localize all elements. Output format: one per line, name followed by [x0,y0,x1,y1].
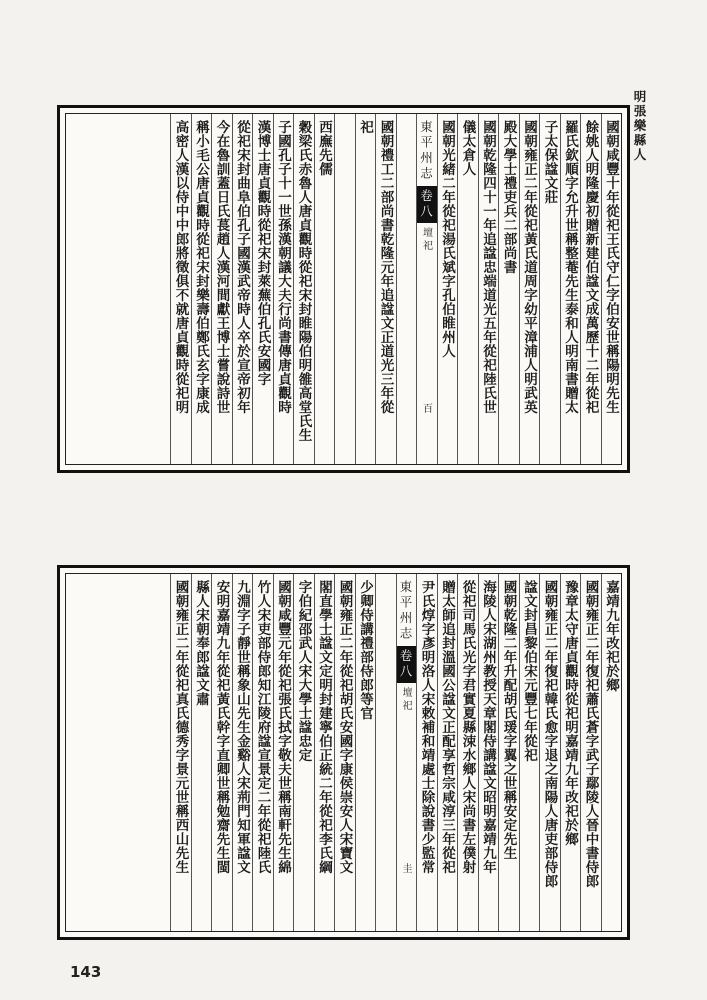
text-column: 竹人宋吏部侍郎知江陵府諡宣景定二年從祀陸氏 [252,574,273,931]
text-column: 國朝咸豐元年從祀張氏拭字敬夫世稱南軒先生綿 [273,574,294,931]
text-column: 高密人漢以侍中中郎將徵俱不就唐貞觀時從祀明 [170,114,191,464]
text-column: 九淵字子靜世稱象山先生金谿人宋荊門知軍諡文 [232,574,253,931]
text-column: 諡文封昌黎伯宋元豐七年從祀 [519,574,540,931]
text-column: 漢博士唐貞觀時從祀宋封萊蕪伯孔氏安國字 [252,114,273,464]
text-column: 子太保諡文莊 [539,114,560,464]
text-column: 國朝雍正二年從祀黃氏道周字幼平漳浦人明武英 [519,114,540,464]
text-column: 少卿侍講禮部侍郎等官 [355,574,376,931]
text-column: 今在魯訓蓋日氏萇趙人漢河間獻王博士嘗說詩世 [211,114,232,464]
text-column: 贈太師追封溫國公諡文正配享哲宗咸淳三年從祀 [437,574,458,931]
text-column: 豫章太守唐貞觀時從祀明嘉靖九年改祀於鄉 [560,574,581,931]
top-text-panel [57,105,630,473]
text-column: 儀太倉人 [457,114,478,464]
text-column: 國朝雍正二年復祀蕭氏蒼字武子鄢陵人晉中書侍郎 [580,574,601,931]
text-column: 西廡先儒 [314,114,335,464]
text-column: 安明嘉靖九年從祀黃氏幹字直卿世稱勉齋先生閩 [211,574,232,931]
chapter-label: 卷八 [396,646,417,683]
book-title: 東平州志 [418,120,434,182]
bottom-columns [66,574,621,931]
text-column [334,114,355,464]
text-column: 國朝雍正二年復祀韓氏愈字退之南陽人唐吏部侍郎 [539,574,560,931]
text-column: 從祀宋封曲阜伯孔子國漢武帝時人卒於宣帝初年 [232,114,253,464]
text-column: 尹氏焞字彥明洛人宋敕補和靖處士除說書少監常 [416,574,437,931]
text-column: 國朝乾隆二年升配胡氏瑗字翼之世稱安定先生 [498,574,519,931]
text-column: 字伯紀邵武人宋大學士諡忠定 [293,574,314,931]
text-column: 海陵人宋湖州教授天章閣侍講諡文昭明嘉靖九年 [478,574,499,931]
text-column: 國朝雍正二年從祀真氏德秀字景元世稱西山先生 [170,574,191,931]
text-column: 穀梁氏赤魯人唐貞觀時從祀宋封睢陽伯明雒高堂氏生 [293,114,314,464]
text-column: 國朝雍正二年從祀胡氏安國字康侯崇安人宋寶文 [334,574,355,931]
text-column: 國朝光緒二年從祀湯氏斌字孔伯睢州人 [437,114,458,464]
running-header-column [416,114,437,464]
text-column: 祀 [355,114,376,464]
text-column [375,574,396,931]
book-title: 東平州志 [398,580,413,642]
text-column: 殿大學士禮吏兵二部尚書 [498,114,519,464]
top-columns [66,114,621,464]
text-column: 餘姚人明隆慶初贈新建伯諡文成萬歷十二年從祀 [580,114,601,464]
section-label: 壇祀 [400,687,411,713]
text-column [396,114,417,464]
text-column: 稱小毛公唐貞觀時從祀宋封樂壽伯鄭氏玄字康成 [191,114,212,464]
folio-number: 圭 [400,863,411,876]
section-label: 壇祀 [420,227,432,253]
page-number: 143 [70,963,102,981]
text-column: 國朝禮工二部尚書乾隆元年追諡文正道光三年從 [375,114,396,464]
text-column: 縣人宋朝奉郎諡文肅 [191,574,212,931]
text-column: 從祀司馬氏光字君實夏縣涑水鄉人宋尚書左僕射 [457,574,478,931]
text-column: 國朝乾隆四十一年追諡忠端道光五年從祀陸氏世 [478,114,499,464]
bottom-text-panel [57,565,630,940]
text-column: 國朝咸豐十年從祀王氏守仁字伯安世稱陽明先生 [601,114,622,464]
text-column: 閣直學士諡文定明封建寧伯正統二年從祀李氏綱 [314,574,335,931]
folio-number: 百 [420,403,432,416]
text-column: 嘉靖九年改祀於鄉 [601,574,622,931]
running-header-column [396,574,417,931]
text-column: 子國孔子十一世孫漢朝議大夫行尚書傳唐貞觀時 [273,114,294,464]
text-column: 羅氏欽順字允升世稱整菴先生泰和人明南書贈太 [560,114,581,464]
chapter-label: 卷八 [416,186,437,223]
margin-title: 明張樂縣人 [632,90,647,163]
